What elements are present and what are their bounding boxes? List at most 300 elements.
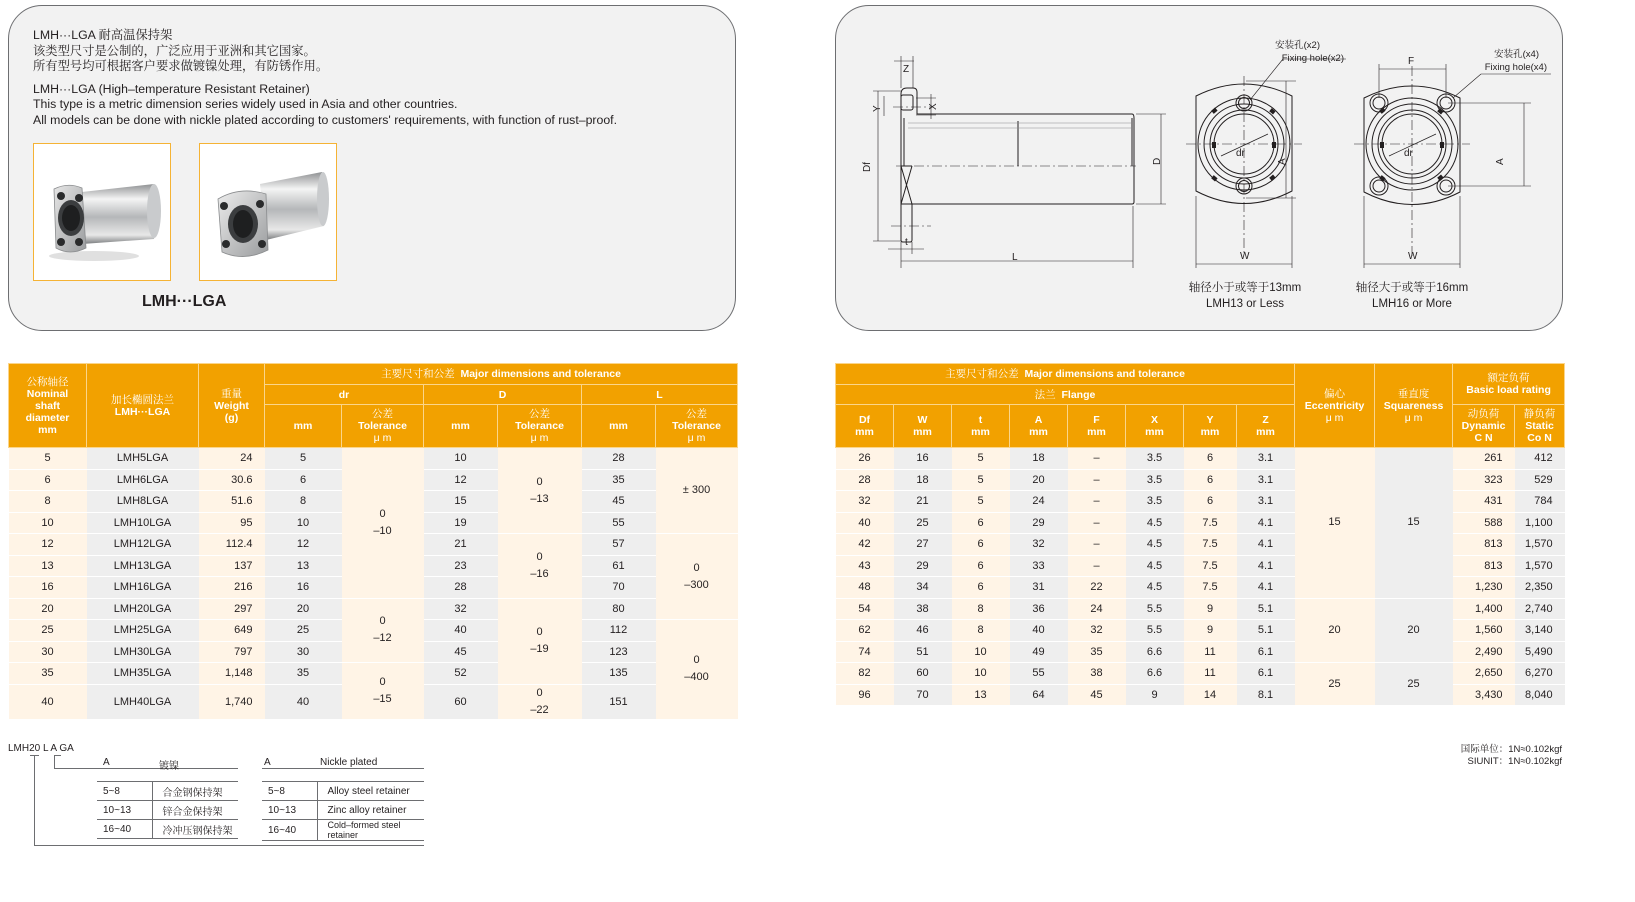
table-row: [836, 534, 1565, 556]
cell-df: 62: [836, 620, 894, 642]
legend-row: [97, 820, 238, 839]
header-nominal: 公称轴径 Nominal shaft diameter mm: [9, 364, 87, 448]
tolerance-lower: –13: [530, 492, 549, 505]
cell-weight: 95: [199, 512, 265, 534]
header-w: [894, 405, 952, 448]
dim-t-label: t: [905, 237, 908, 248]
table-row: [836, 512, 1565, 534]
cell-z: 8.1: [1237, 684, 1295, 706]
cell-z: 5.1: [1237, 620, 1295, 642]
cell-nominal: 5: [9, 448, 87, 470]
cell-z: 6.1: [1237, 663, 1295, 685]
cell-static-load: 6,270: [1515, 663, 1565, 685]
header-symbol: F: [1093, 414, 1100, 426]
cell-f: –: [1068, 491, 1126, 513]
header-L-tolerance: 公差 Tolerance μ m: [656, 405, 738, 448]
header-D-tolerance: 公差 Tolerance μ m: [498, 405, 582, 448]
cell-z: 3.1: [1237, 491, 1295, 513]
header-unit: mm: [1087, 426, 1106, 438]
cell-z: 4.1: [1237, 577, 1295, 599]
cell-dynamic-load: 261: [1453, 448, 1515, 470]
legend-description: Zinc alloy retainer: [317, 801, 424, 820]
cell-D: 60: [424, 684, 498, 719]
cell-model: LMH6LGA: [87, 469, 199, 491]
caption-large-zh: 轴径大于或等于16mm: [1355, 282, 1469, 294]
cell-L: 112: [582, 620, 656, 642]
cell-z: 4.1: [1237, 555, 1295, 577]
cell-x: 4.5: [1126, 577, 1184, 599]
cell-D-tolerance: [498, 684, 582, 719]
caption-small-en: LMH13 or Less: [1206, 298, 1284, 310]
tolerance-upper: 0: [693, 561, 700, 574]
cell-dynamic-load: 1,400: [1453, 598, 1515, 620]
cell-D-tolerance: [498, 534, 582, 599]
cell-x: 5.5: [1126, 620, 1184, 642]
cell-D: 45: [424, 641, 498, 663]
cell-dr: 16: [265, 577, 342, 599]
cell-y: 6: [1184, 469, 1237, 491]
cell-nominal: 12: [9, 534, 87, 556]
header-major-dimensions-right: 主要尺寸和公差 Major dimensions and tolerance: [836, 364, 1295, 385]
cell-w: 21: [894, 491, 952, 513]
cell-static-load: 2,350: [1515, 577, 1565, 599]
dim-a-label-large: A: [1495, 158, 1506, 165]
cell-y: 7.5: [1184, 512, 1237, 534]
code-underline: [54, 755, 61, 756]
table-row: [836, 620, 1565, 642]
cell-w: 29: [894, 555, 952, 577]
cell-y: 11: [1184, 663, 1237, 685]
technical-drawing-panel: [835, 5, 1563, 331]
cell-D: 15: [424, 491, 498, 513]
intro-panel: [8, 5, 736, 331]
table-row: [836, 555, 1565, 577]
legend-description: 合金钢保持架: [152, 782, 238, 801]
cell-df: 42: [836, 534, 894, 556]
cell-y: 7.5: [1184, 534, 1237, 556]
cell-t: 5: [952, 469, 1010, 491]
cell-static-load: 1,570: [1515, 555, 1565, 577]
intro-en-title: LMH···LGA (High–temperature Resistant Retainer): [33, 81, 310, 96]
code-connector-line: [54, 768, 238, 769]
cell-dynamic-load: 3,430: [1453, 684, 1515, 706]
header-symbol: A: [1034, 414, 1043, 426]
cell-a: 55: [1010, 663, 1068, 685]
table-row: [836, 577, 1565, 599]
cell-y: 9: [1184, 620, 1237, 642]
cell-L-tolerance: [656, 448, 738, 534]
cell-f: –: [1068, 534, 1126, 556]
intro-en-line2: All models can be done with nickle plated according to customers' requirements, with function of rust–proof.: [33, 112, 618, 127]
cell-t: 13: [952, 684, 1010, 706]
cell-x: 4.5: [1126, 512, 1184, 534]
table-row: [9, 663, 738, 685]
cell-D-tolerance: [498, 448, 582, 534]
cell-a: 40: [1010, 620, 1068, 642]
units-note-en: SIUNIT：1N≈0.102kgf: [1467, 756, 1562, 767]
cell-y: 7.5: [1184, 577, 1237, 599]
cell-dr: 35: [265, 663, 342, 685]
header-unit: mm: [1029, 426, 1048, 438]
cell-df: 74: [836, 641, 894, 663]
header-major-dimensions: 主要尺寸和公差 Major dimensions and tolerance: [265, 364, 738, 385]
cell-a: 33: [1010, 555, 1068, 577]
cell-t: 6: [952, 577, 1010, 599]
legend-a-key-en: A: [264, 757, 271, 768]
cell-nominal: 13: [9, 555, 87, 577]
cell-static-load: 412: [1515, 448, 1565, 470]
header-dr-mm: mm: [265, 405, 342, 448]
header-D: D: [424, 385, 582, 405]
cell-static-load: 5,490: [1515, 641, 1565, 663]
cell-w: 18: [894, 469, 952, 491]
cell-dynamic-load: 2,650: [1453, 663, 1515, 685]
cell-f: –: [1068, 512, 1126, 534]
dim-a-label-small: A: [1277, 158, 1288, 165]
cell-w: 51: [894, 641, 952, 663]
legend-range: 16~40: [97, 820, 152, 839]
cell-x: 4.5: [1126, 555, 1184, 577]
cell-df: 43: [836, 555, 894, 577]
tolerance-value: ± 300: [682, 484, 711, 496]
cell-x: 3.5: [1126, 469, 1184, 491]
dim-dr-label-small: dr: [1236, 148, 1245, 159]
tolerance-lower: –300: [684, 578, 709, 591]
header-L: L: [582, 385, 738, 405]
cell-D: 40: [424, 620, 498, 642]
units-note: [1461, 744, 1562, 768]
fixing-hole-x2-zh: 安装孔(x2): [1275, 40, 1320, 51]
cell-x: 6.6: [1126, 663, 1184, 685]
cell-weight: 24: [199, 448, 265, 470]
legend-a-value-zh: 镀镍: [159, 761, 179, 772]
cell-y: 11: [1184, 641, 1237, 663]
cell-model: LMH12LGA: [87, 534, 199, 556]
cell-nominal: 25: [9, 620, 87, 642]
cell-dr: 40: [265, 684, 342, 719]
cell-a: 36: [1010, 598, 1068, 620]
header-unit: mm: [855, 426, 874, 438]
cell-t: 6: [952, 555, 1010, 577]
cell-dr: 6: [265, 469, 342, 491]
cell-D: 28: [424, 577, 498, 599]
cell-dynamic-load: 1,560: [1453, 620, 1515, 642]
cell-nominal: 20: [9, 598, 87, 620]
cell-L-tolerance: [656, 620, 738, 720]
header-symbol: X: [1150, 414, 1158, 426]
cell-dr: 25: [265, 620, 342, 642]
product-photo-angled: [33, 143, 171, 281]
header-f: [1068, 405, 1126, 448]
header-z: [1237, 405, 1295, 448]
cell-t: 5: [952, 448, 1010, 470]
cell-z: 6.1: [1237, 641, 1295, 663]
header-symbol: W: [917, 414, 928, 426]
legend-range: 10~13: [97, 801, 152, 820]
cell-model: LMH40LGA: [87, 684, 199, 719]
retainer-legend-en: [262, 781, 424, 841]
legend-row: [262, 782, 424, 801]
cell-w: 27: [894, 534, 952, 556]
cell-L: 80: [582, 598, 656, 620]
cell-D: 10: [424, 448, 498, 470]
table-row: [836, 448, 1565, 470]
cell-t: 6: [952, 512, 1010, 534]
cell-df: 96: [836, 684, 894, 706]
cell-f: –: [1068, 469, 1126, 491]
model-code-example: LMH20 L A GA: [8, 743, 74, 754]
table-row: [9, 598, 738, 620]
cell-dr: 20: [265, 598, 342, 620]
header-squareness: 垂直度 Squareness μ m: [1375, 364, 1453, 448]
cell-L: 70: [582, 577, 656, 599]
dim-f-label: F: [1408, 56, 1415, 67]
cell-x: 4.5: [1126, 534, 1184, 556]
cell-dr: 8: [265, 491, 342, 513]
cell-nominal: 10: [9, 512, 87, 534]
header-dr-tolerance: 公差 Tolerance μ m: [342, 405, 424, 448]
tolerance-lower: –16: [530, 567, 549, 580]
retainer-legend-zh: [97, 781, 238, 839]
header-dr: dr: [265, 385, 424, 405]
cell-static-load: 3,140: [1515, 620, 1565, 642]
cell-a: 32: [1010, 534, 1068, 556]
header-a: [1010, 405, 1068, 448]
cell-t: 8: [952, 620, 1010, 642]
intro-zh-line1: 该类型尺寸是公制的，广泛应用于亚洲和其它国家。: [33, 43, 316, 58]
code-connector-line: [34, 755, 35, 845]
header-eccentricity: 偏心 Eccentricity μ m: [1295, 364, 1375, 448]
legend-divider: [262, 768, 424, 769]
cell-weight: 1,148: [199, 663, 265, 685]
cell-static-load: 1,570: [1515, 534, 1565, 556]
tolerance-upper: 0: [536, 475, 543, 488]
tolerance-upper: 0: [536, 686, 543, 699]
cell-dynamic-load: 1,230: [1453, 577, 1515, 599]
cell-eccentricity: 20: [1295, 598, 1375, 663]
dim-df-label: Df: [862, 162, 873, 172]
cell-w: 34: [894, 577, 952, 599]
cell-w: 70: [894, 684, 952, 706]
cell-f: 35: [1068, 641, 1126, 663]
table-row: [9, 448, 738, 470]
table-row: [836, 684, 1565, 706]
cell-f: –: [1068, 448, 1126, 470]
legend-range: 16~40: [262, 820, 317, 841]
header-symbol: Y: [1206, 414, 1214, 426]
cell-L: 151: [582, 684, 656, 719]
intro-zh-title: LMH···LGA 耐高温保持架: [33, 28, 173, 42]
cell-f: 24: [1068, 598, 1126, 620]
tolerance-lower: –15: [373, 692, 392, 705]
tolerance-lower: –10: [373, 524, 392, 537]
cell-squareness: 20: [1375, 598, 1453, 663]
intro-en-line1: This type is a metric dimension series widely used in Asia and other countries.: [33, 97, 458, 111]
legend-range: 10~13: [262, 801, 317, 820]
cell-df: 82: [836, 663, 894, 685]
code-connector-line: [54, 755, 55, 769]
cell-t: 5: [952, 491, 1010, 513]
cell-df: 54: [836, 598, 894, 620]
cell-df: 32: [836, 491, 894, 513]
cell-x: 6.6: [1126, 641, 1184, 663]
cell-weight: 51.6: [199, 491, 265, 513]
table-row: [836, 641, 1565, 663]
header-y: [1184, 405, 1237, 448]
cell-weight: 297: [199, 598, 265, 620]
cell-nominal: 16: [9, 577, 87, 599]
cell-D: 21: [424, 534, 498, 556]
table-row: [836, 491, 1565, 513]
legend-description: Cold–formed steel retainer: [317, 820, 424, 841]
dim-z-label: Z: [903, 64, 910, 75]
header-symbol: Z: [1262, 414, 1269, 426]
header-x: [1126, 405, 1184, 448]
cell-t: 6: [952, 534, 1010, 556]
technical-drawing: [836, 6, 1563, 331]
legend-row: [97, 782, 238, 801]
header-unit: mm: [971, 426, 990, 438]
cell-z: 5.1: [1237, 598, 1295, 620]
dimensions-table-right: [835, 363, 1565, 706]
cell-w: 16: [894, 448, 952, 470]
cell-eccentricity: 15: [1295, 448, 1375, 599]
cell-static-load: 8,040: [1515, 684, 1565, 706]
cell-L: 28: [582, 448, 656, 470]
cell-squareness: 25: [1375, 663, 1453, 706]
header-load-rating: 额定负荷 Basic load rating: [1453, 364, 1565, 405]
cell-f: 22: [1068, 577, 1126, 599]
cell-w: 38: [894, 598, 952, 620]
dim-w-label-large: W: [1408, 251, 1418, 262]
tolerance-upper: 0: [536, 550, 543, 563]
dim-d-label: D: [1152, 157, 1163, 165]
cell-weight: 649: [199, 620, 265, 642]
header-dynamic: 动负荷 Dynamic C N: [1453, 405, 1515, 448]
cell-a: 24: [1010, 491, 1068, 513]
header-df: [836, 405, 894, 448]
bearing-image: [34, 144, 169, 279]
legend-row: [262, 820, 424, 841]
header-model: 加长椭圆法兰 LMH···LGA: [87, 364, 199, 448]
cell-D-tolerance: [498, 598, 582, 684]
code-underline: [30, 755, 39, 756]
cell-x: 5.5: [1126, 598, 1184, 620]
cell-a: 64: [1010, 684, 1068, 706]
cell-weight: 1,740: [199, 684, 265, 719]
cell-nominal: 40: [9, 684, 87, 719]
bearing-image: [200, 144, 335, 279]
cell-dr: 10: [265, 512, 342, 534]
cell-w: 25: [894, 512, 952, 534]
dim-x-label: X: [928, 103, 939, 110]
cell-t: 10: [952, 663, 1010, 685]
cell-L: 135: [582, 663, 656, 685]
caption-large-en: LMH16 or More: [1372, 298, 1452, 310]
caption-small-zh: 轴径小于或等于13mm: [1188, 282, 1302, 294]
fixing-hole-x2-en: Fixing hole(x2): [1281, 53, 1344, 64]
cell-dynamic-load: 323: [1453, 469, 1515, 491]
cell-f: –: [1068, 555, 1126, 577]
cell-df: 28: [836, 469, 894, 491]
cell-dr-tolerance: [342, 448, 424, 599]
cell-weight: 797: [199, 641, 265, 663]
cell-eccentricity: 25: [1295, 663, 1375, 706]
cell-dynamic-load: 588: [1453, 512, 1515, 534]
cell-squareness: 15: [1375, 448, 1453, 599]
product-label: LMH···LGA: [142, 293, 227, 310]
cell-z: 3.1: [1237, 448, 1295, 470]
cell-a: 49: [1010, 641, 1068, 663]
header-symbol: Df: [858, 414, 871, 426]
cell-w: 46: [894, 620, 952, 642]
tolerance-lower: –19: [530, 643, 549, 655]
tolerance-lower: –22: [530, 703, 549, 716]
tolerance-upper: 0: [379, 675, 386, 688]
legend-a-value-en: Nickle plated: [320, 757, 378, 768]
units-note-zh: 国际单位：1N≈0.102kgf: [1460, 744, 1562, 755]
cell-model: LMH10LGA: [87, 512, 199, 534]
dim-w-label-small: W: [1240, 251, 1250, 262]
cell-model: LMH16LGA: [87, 577, 199, 599]
header-D-mm: mm: [424, 405, 498, 448]
dimensions-table-left: [8, 363, 738, 720]
cell-L-tolerance: [656, 534, 738, 620]
cell-model: LMH30LGA: [87, 641, 199, 663]
cell-z: 4.1: [1237, 512, 1295, 534]
header-static: 静负荷 Static Co N: [1515, 405, 1565, 448]
table-row: [836, 663, 1565, 685]
cell-dr: 13: [265, 555, 342, 577]
dim-dr-label-large: dr: [1404, 148, 1413, 159]
cell-static-load: 2,740: [1515, 598, 1565, 620]
legend-range: 5~8: [97, 782, 152, 801]
fixing-hole-x4-en: Fixing hole(x4): [1484, 62, 1547, 73]
header-t: [952, 405, 1010, 448]
cell-z: 3.1: [1237, 469, 1295, 491]
cell-L: 57: [582, 534, 656, 556]
intro-text: [33, 28, 617, 128]
cell-dr: 30: [265, 641, 342, 663]
table-row: [836, 598, 1565, 620]
tolerance-lower: –400: [684, 671, 709, 684]
tolerance-upper: 0: [379, 507, 386, 520]
cell-D: 19: [424, 512, 498, 534]
cell-df: 26: [836, 448, 894, 470]
cell-x: 3.5: [1126, 491, 1184, 513]
cell-D: 23: [424, 555, 498, 577]
cell-static-load: 1,100: [1515, 512, 1565, 534]
tolerance-upper: 0: [693, 654, 700, 667]
cell-z: 4.1: [1237, 534, 1295, 556]
legend-range: 5~8: [262, 782, 317, 801]
tolerance-lower: –12: [373, 632, 392, 645]
code-connector-line: [34, 845, 424, 846]
cell-a: 29: [1010, 512, 1068, 534]
cell-dynamic-load: 2,490: [1453, 641, 1515, 663]
cell-weight: 30.6: [199, 469, 265, 491]
cell-y: 14: [1184, 684, 1237, 706]
cell-y: 6: [1184, 448, 1237, 470]
cell-dynamic-load: 813: [1453, 534, 1515, 556]
cell-dr-tolerance: [342, 598, 424, 663]
header-unit: mm: [1256, 426, 1275, 438]
cell-x: 9: [1126, 684, 1184, 706]
cell-dr: 12: [265, 534, 342, 556]
product-photo-front: [199, 143, 337, 281]
cell-model: LMH20LGA: [87, 598, 199, 620]
header-unit: mm: [1200, 426, 1220, 438]
